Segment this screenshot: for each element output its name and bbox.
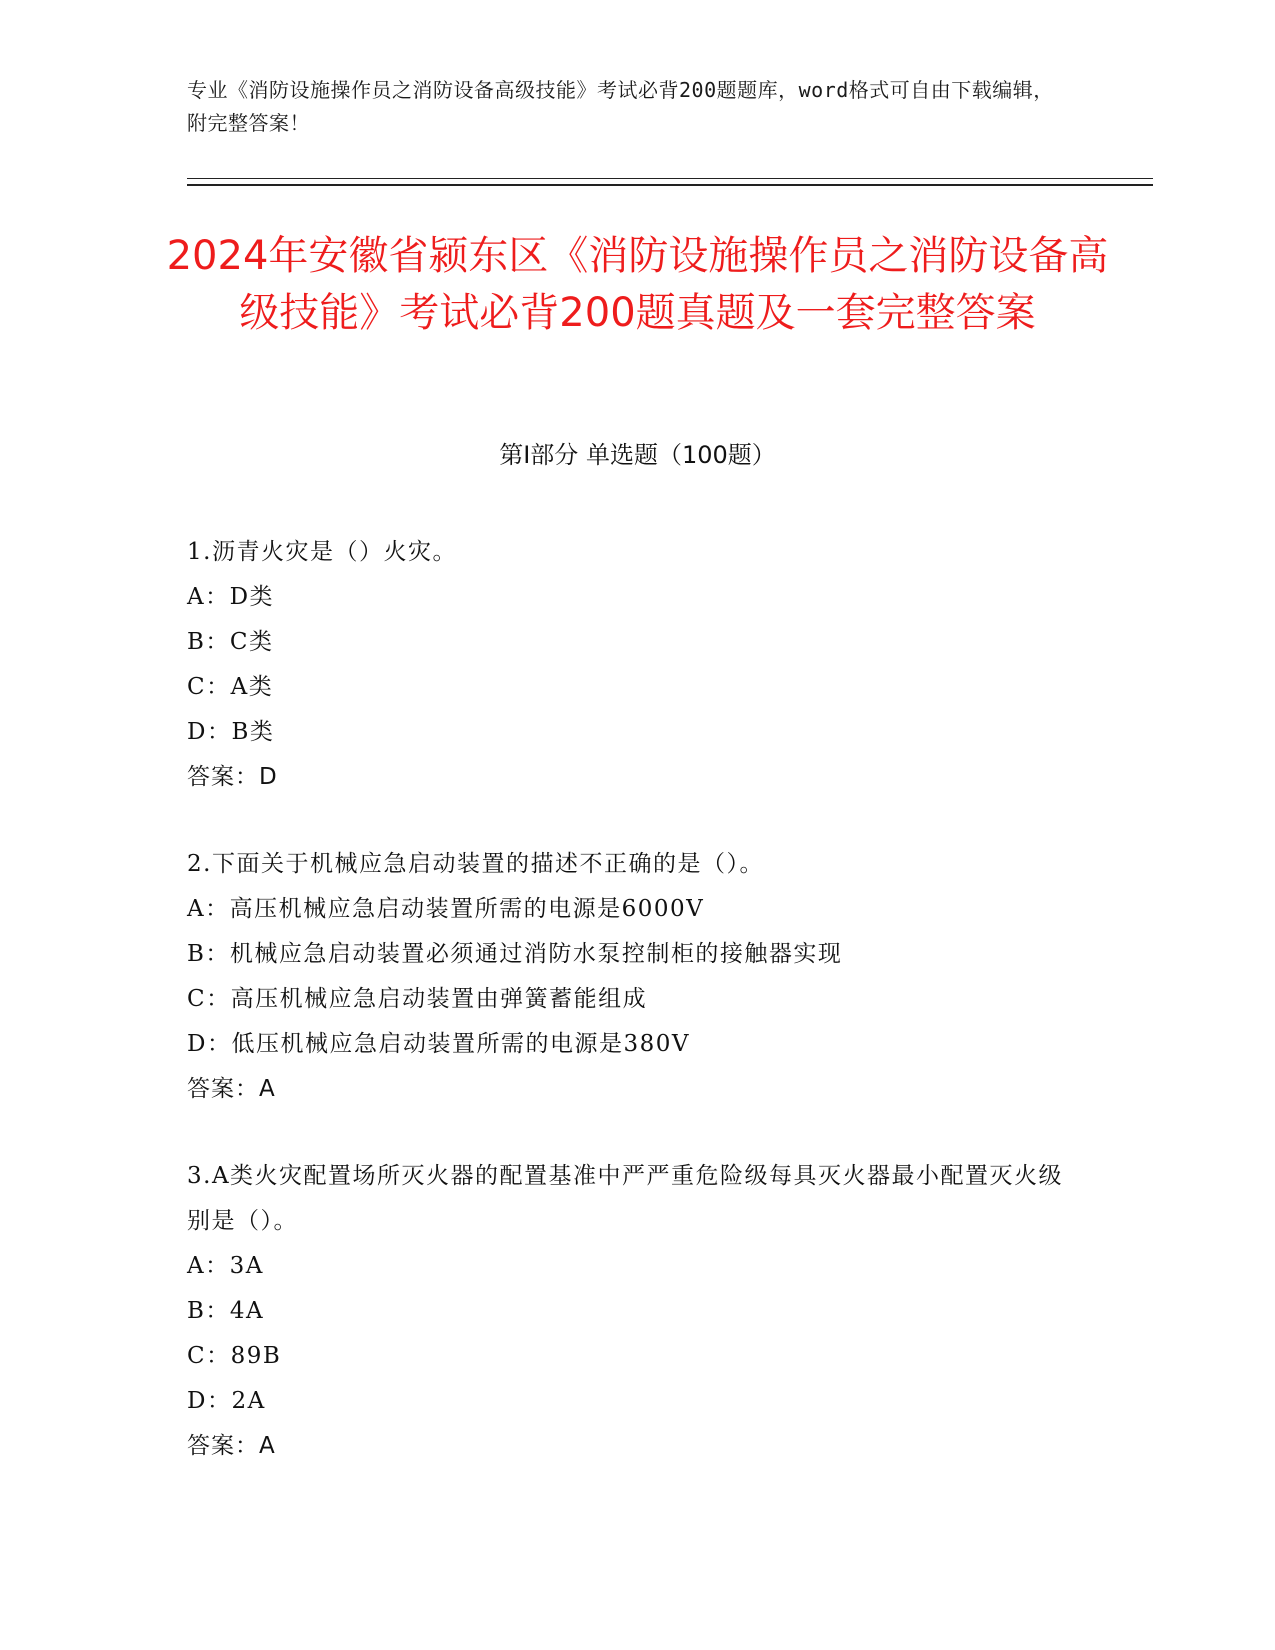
header-divider-thick — [187, 184, 1153, 186]
question-option-d: D：B类 — [187, 719, 275, 745]
section-title: 第I部分 单选题（100题） — [499, 441, 776, 469]
question-option-c: C：89B — [187, 1343, 282, 1369]
question-option-b: B：机械应急启动装置必须通过消防水泵控制柜的接触器实现 — [187, 941, 843, 967]
question-option-a: A：D类 — [187, 584, 275, 610]
question-stem: 1.沥青火灾是（）火灾。 — [187, 539, 457, 565]
question-answer: 答案：A — [187, 1076, 276, 1102]
question-answer: 答案：A — [187, 1433, 276, 1459]
question-stem: 2.下面关于机械应急启动装置的描述不正确的是（）。 — [187, 851, 764, 877]
header-note: 专业《消防设施操作员之消防设备高级技能》考试必背200题题库，word格式可自由下载编辑，附完整答案！ — [187, 78, 1054, 135]
document-title: 2024年安徽省颍东区《消防设施操作员之消防设备高级技能》考试必背200题真题及一套完整答案 — [166, 233, 1109, 336]
question-option-d: D：2A — [187, 1388, 266, 1414]
question-option-c: C：高压机械应急启动装置由弹簧蓄能组成 — [187, 986, 648, 1012]
question-list — [187, 530, 1087, 1511]
question-option-a: A：3A — [187, 1253, 264, 1279]
question-option-d: D：低压机械应急启动装置所需的电源是380V — [187, 1031, 690, 1057]
question-option-c: C：A类 — [187, 674, 274, 700]
question-item — [187, 530, 1087, 800]
header-divider-thin — [187, 178, 1153, 179]
question-item — [187, 1154, 1087, 1469]
question-option-a: A：高压机械应急启动装置所需的电源是6000V — [187, 896, 705, 922]
question-stem: 3.A类火灾配置场所灭火器的配置基准中严严重危险级每具灭火器最小配置灭火级别是（）。 — [187, 1163, 1064, 1234]
question-item — [187, 842, 1087, 1112]
question-answer: 答案：D — [187, 764, 278, 790]
question-option-b: B：4A — [187, 1298, 265, 1324]
question-option-b: B：C类 — [187, 629, 274, 655]
